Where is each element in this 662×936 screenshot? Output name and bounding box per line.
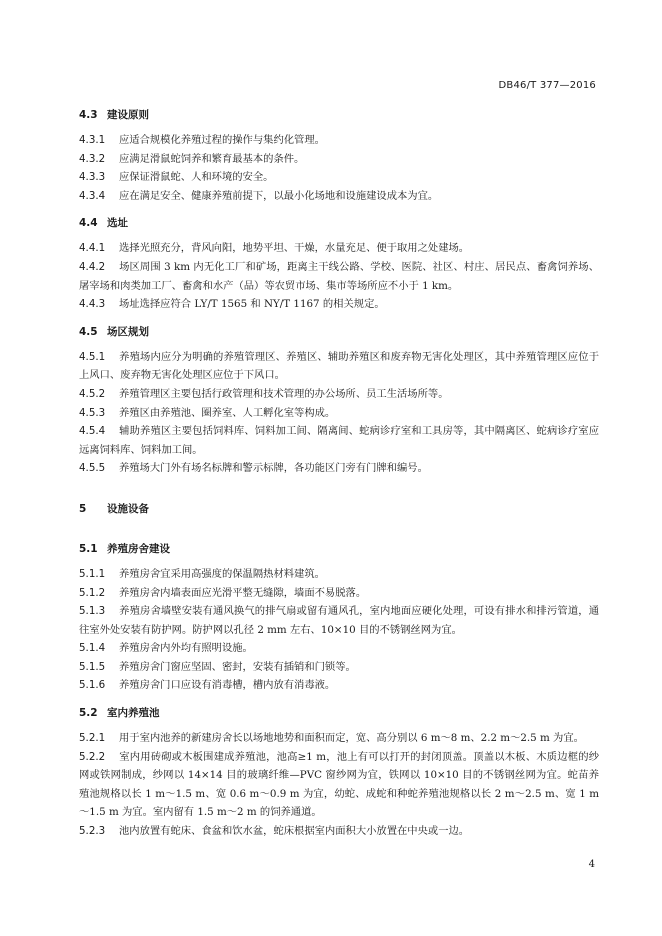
clause-text: 应满足滑鼠蛇饲养和繁育最基本的条件。 (119, 152, 305, 165)
clause-paragraph (79, 822, 599, 841)
section-number: 4.3 (79, 109, 98, 121)
section-number: 5 (79, 502, 87, 515)
clause-number: 4.4.1 (79, 242, 106, 255)
clause-text: 养殖房舍内墙表面应光滑平整无缝隙，墙面不易脱落。 (119, 586, 367, 599)
section-heading (79, 323, 599, 341)
clause-paragraph (79, 150, 599, 169)
spacer (79, 478, 599, 500)
clause-text: 养殖房舍墙壁安装有通风换气的排气扇或留有通风孔，室内地面应硬化处理，可设有排水和排污管道，通往室外处安装有防护网。防护网以孔径 2 mm 左右、10×10 目的不锈钢丝网为宜。 (79, 605, 599, 636)
clause-text: 应在满足安全、健康养殖前提下，以最小化场地和设施建设成本为宜。 (119, 189, 439, 202)
clause-number: 4.5.3 (79, 406, 106, 419)
clause-number: 4.3.3 (79, 171, 106, 184)
clause-number: 4.5.2 (79, 387, 106, 400)
document-code: DB46/T 377—2016 (498, 80, 596, 91)
section-heading (79, 704, 599, 722)
clause-number: 5.1.2 (79, 586, 106, 599)
clause-paragraph (79, 584, 599, 603)
clause-text: 应适合规模化养殖过程的操作与集约化管理。 (119, 134, 325, 146)
section-heading (79, 500, 599, 518)
section-title: 选址 (107, 217, 128, 230)
section-title: 养殖房舍建设 (107, 542, 170, 555)
clause-number: 4.4.3 (79, 298, 106, 311)
section-heading (79, 106, 599, 124)
clause-paragraph (79, 459, 599, 478)
clause-paragraph (79, 404, 599, 423)
clause-text: 用于室内池养的新建房舍长以场地地势和面积而定，宽、高分别以 6 m～8 m、2.2 m～2.5 m 为宜。 (119, 732, 584, 745)
spacer (79, 341, 599, 348)
clause-paragraph (79, 565, 599, 584)
clause-number: 5.1.6 (79, 679, 106, 692)
clause-text: 养殖管理区主要包括行政管理和技术管理的办公场所、员工生活场所等。 (119, 387, 449, 400)
clause-text: 选择光照充分，背风向阳，地势平坦、干燥，水量充足、便于取用之处建场。 (119, 242, 470, 255)
clause-number: 4.3.4 (79, 189, 106, 202)
section-heading (79, 540, 599, 558)
clause-text: 应保证滑鼠蛇、人和环境的安全。 (119, 171, 274, 184)
spacer (79, 558, 599, 565)
clause-text: 养殖房舍宜采用高强度的保温隔热材料建筑。 (119, 567, 325, 580)
section-number: 5.2 (79, 707, 98, 720)
clause-number: 4.5.1 (79, 350, 106, 363)
clause-text: 养殖场内应分为明确的养殖管理区、养殖区、辅助养殖区和废弃物无害化处理区，其中养殖管理区应位于上风口、废弃物无害化处理区应位于下风口。 (79, 350, 599, 382)
clause-text: 养殖房舍门窗应坚固、密封，安装有插销和门锁等。 (119, 660, 356, 673)
clause-text: 池内放置有蛇床、食盆和饮水盆，蛇床根据室内面积大小放置在中央或一边。 (119, 825, 470, 838)
clause-paragraph (79, 729, 599, 748)
section-title: 建设原则 (107, 109, 149, 121)
clause-number: 4.5.4 (79, 425, 106, 438)
clause-number: 4.3.2 (79, 152, 106, 165)
spacer (79, 124, 599, 131)
section-number: 4.4 (79, 217, 98, 230)
clause-paragraph (79, 748, 599, 822)
clause-paragraph (79, 602, 599, 639)
section-number: 4.5 (79, 325, 98, 338)
clause-number: 5.2.2 (79, 750, 106, 763)
section-title: 设施设备 (107, 502, 149, 515)
section-title: 室内养殖池 (107, 707, 160, 720)
clause-paragraph (79, 422, 599, 459)
clause-text: 养殖房舍门口应设有消毒槽，槽内放有消毒液。 (119, 679, 336, 692)
spacer (79, 232, 599, 239)
clause-paragraph (79, 348, 599, 385)
spacer (79, 722, 599, 729)
clause-number: 5.1.5 (79, 660, 106, 673)
clause-text: 室内用砖砌或木板围建成养殖池，池高≥1 m，池上有可以打开的封闭顶盖。顶盖以木板、木质边框的纱网或铁网制成，纱网以 14×14 目的玻璃纤维—PVC 窗纱网为宜，铁网以 10×10 目的不锈钢丝网为宜。蛇苗养殖池规格以长 1 m～1.5 m、宽 0.6 m～0.9 m 为宜，幼蛇、成蛇和种蛇养殖池规格以长 2 m～2.5 m、宽 1 m～1.5 m 为宜。室内留有 1.5 m～2 m 的饲养通道。 (79, 750, 599, 819)
section-heading (79, 214, 599, 232)
clause-number: 5.2.3 (79, 825, 106, 838)
clause-paragraph (79, 239, 599, 258)
clause-number: 5.1.4 (79, 642, 106, 655)
clause-text: 养殖房舍内外均有照明设施。 (119, 642, 253, 655)
clause-number: 5.1.1 (79, 567, 106, 580)
clause-number: 4.4.2 (79, 260, 106, 273)
clause-number: 5.2.1 (79, 732, 106, 745)
clause-paragraph (79, 385, 599, 404)
clause-paragraph (79, 187, 599, 206)
spacer (79, 314, 599, 323)
clause-paragraph (79, 295, 599, 314)
section-number: 5.1 (79, 542, 98, 555)
clause-paragraph (79, 639, 599, 658)
spacer (79, 518, 599, 540)
clause-text: 场区周围 3 km 内无化工厂和矿场，距离主干线公路、学校、医院、社区、村庄、居民点、畜禽饲养场、屠宰场和肉类加工厂、畜禽和水产（品）等农贸市场、集市等场所应不小于 1 km。 (79, 260, 599, 292)
clause-text: 辅助养殖区主要包括饲料库、饲料加工间、隔离间、蛇病诊疗室和工具房等，其中隔离区、蛇病诊疗室应远离饲料库、饲料加工间。 (79, 425, 599, 456)
spacer (79, 205, 599, 214)
clause-paragraph (79, 258, 599, 295)
clause-text: 养殖场大门外有场名标牌和警示标牌，各功能区门旁有门牌和编号。 (119, 462, 428, 475)
clause-paragraph (79, 131, 599, 150)
document-body (79, 106, 599, 841)
clause-paragraph (79, 676, 599, 695)
clause-paragraph (79, 168, 599, 187)
clause-number: 4.5.5 (79, 462, 106, 475)
clause-text: 养殖区由养殖池、圈养室、人工孵化室等构成。 (119, 406, 336, 419)
page-number: 4 (588, 859, 595, 870)
section-title: 场区规划 (107, 325, 149, 338)
clause-text: 场址选择应符合 LY/T 1565 和 NY/T 1167 的相关规定。 (119, 298, 385, 311)
clause-number: 5.1.3 (79, 605, 106, 618)
clause-number: 4.3.1 (79, 134, 106, 146)
spacer (79, 695, 599, 704)
clause-paragraph (79, 658, 599, 677)
